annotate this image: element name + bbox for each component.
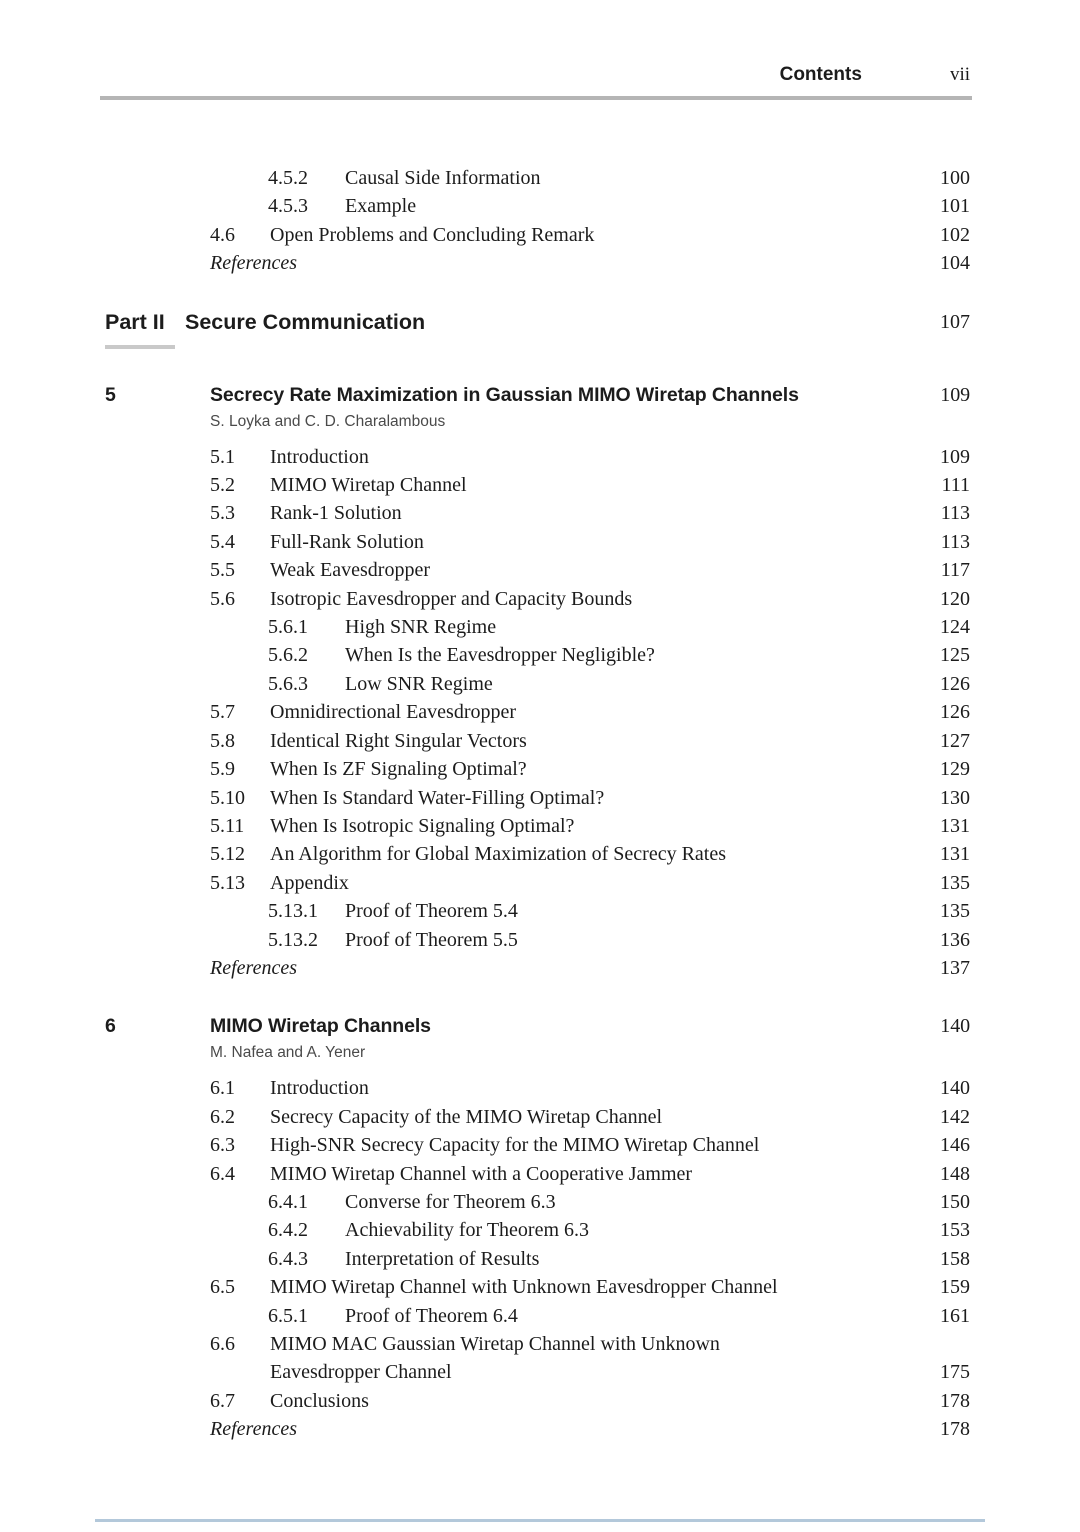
toc-entry-row — [105, 1330, 970, 1387]
toc-title: Causal Side Information — [345, 167, 541, 189]
toc-title: Example — [345, 195, 417, 218]
toc-title: Full-Rank Solution — [270, 530, 424, 553]
toc-number: 4.5.2 — [268, 167, 308, 189]
toc-entry-row — [105, 698, 970, 726]
toc-title: High SNR Regime — [345, 616, 497, 639]
toc-title-line: MIMO MAC Gaussian Wiretap Channel with Unknown — [270, 1333, 720, 1355]
toc-entry-row — [105, 192, 970, 220]
toc-number: 6.3 — [210, 1134, 235, 1157]
toc-entry-row — [105, 1387, 970, 1415]
toc-list — [0, 100, 1080, 1444]
toc-number: 6.1 — [210, 1077, 235, 1100]
toc-page-number: 135 — [940, 900, 970, 923]
toc-title: MIMO Wiretap Channel — [270, 474, 467, 497]
toc-entry-row — [105, 897, 970, 925]
toc-chapter-row — [105, 382, 970, 408]
toc-title: Proof of Theorem 5.4 — [345, 900, 518, 923]
toc-entry-row — [105, 812, 970, 840]
toc-entry-row — [105, 1160, 970, 1188]
toc-number: 5.10 — [210, 786, 245, 809]
toc-references-row — [105, 954, 970, 982]
running-head-title: Contents — [779, 64, 862, 85]
toc-entry-row — [105, 840, 970, 868]
toc-title: Appendix — [270, 871, 349, 894]
toc-title: Secure Communication — [185, 309, 426, 334]
toc-page-number: 148 — [940, 1162, 970, 1185]
toc-page-number: 136 — [940, 928, 970, 951]
toc-entry-row — [105, 926, 970, 954]
toc-number: 5.5 — [210, 559, 235, 582]
toc-page-number: 111 — [941, 474, 970, 497]
toc-title: MIMO Wiretap Channel with a Cooperative Jammer — [270, 1162, 693, 1185]
toc-title: Weak Eavesdropper — [270, 559, 430, 582]
toc-references-row — [105, 1415, 970, 1443]
chapter-authors: S. Loyka and C. D. Charalambous — [210, 412, 446, 430]
toc-title: Interpretation of Results — [345, 1247, 540, 1270]
toc-number: 5.6.1 — [268, 616, 308, 639]
toc-number: 5.11 — [210, 814, 245, 837]
toc-entry-row — [105, 869, 970, 897]
toc-number: 6.5 — [210, 1276, 235, 1299]
toc-title: Open Problems and Concluding Remark — [270, 223, 595, 246]
toc-number: 5.1 — [210, 445, 235, 468]
toc-title: Converse for Theorem 6.3 — [345, 1190, 556, 1213]
toc-page-number: 137 — [940, 956, 970, 979]
toc-page-number: 161 — [940, 1304, 970, 1327]
toc-number: 5.2 — [210, 474, 235, 497]
toc-title: Achievability for Theorem 6.3 — [345, 1219, 590, 1242]
toc-title: Secrecy Capacity of the MIMO Wiretap Channel — [270, 1105, 663, 1128]
footer-rule — [95, 1519, 985, 1522]
toc-entry-row — [105, 1074, 970, 1102]
toc-title: Secrecy Rate Maximization in Gaussian MIMO Wiretap Channels — [210, 383, 799, 406]
toc-entry-row — [105, 670, 970, 698]
toc-page-number: 120 — [940, 587, 970, 610]
toc-number: 5.12 — [210, 843, 245, 866]
toc-title: References — [210, 956, 297, 979]
toc-number: 6 — [105, 1015, 116, 1038]
toc-title: References — [210, 1418, 297, 1441]
toc-title: Proof of Theorem 5.5 — [345, 928, 518, 951]
toc-page-number: 126 — [940, 701, 970, 724]
toc-number: 5.8 — [210, 729, 235, 752]
toc-page-number: 109 — [940, 383, 970, 406]
toc-entry-row — [105, 1273, 970, 1301]
toc-number: 5.6.2 — [268, 644, 308, 667]
toc-page-number: 140 — [940, 1077, 970, 1100]
toc-page-number: 117 — [940, 559, 970, 582]
toc-title: Conclusions — [270, 1389, 369, 1412]
toc-page-number: 104 — [940, 252, 970, 275]
toc-title: When Is Standard Water-Filling Optimal? — [270, 786, 605, 809]
chapter-authors: M. Nafea and A. Yener — [210, 1044, 366, 1062]
toc-entry-row — [105, 641, 970, 669]
toc-page-number: 140 — [940, 1015, 970, 1038]
toc-entry-row — [105, 585, 970, 613]
toc-chapter-row — [105, 1013, 970, 1039]
toc-page-number: 178 — [940, 1418, 970, 1441]
toc-page-number: 130 — [940, 786, 970, 809]
toc-page-number: 109 — [940, 445, 970, 468]
toc-entry-row — [105, 528, 970, 556]
toc-title: When Is the Eavesdropper Negligible? — [345, 644, 655, 667]
page-number-folio: vii — [949, 64, 970, 85]
toc-number: 6.4 — [210, 1162, 235, 1185]
toc-page-number: 101 — [940, 195, 970, 218]
toc-number: 6.2 — [210, 1105, 235, 1128]
toc-number: 6.4.3 — [268, 1247, 308, 1270]
toc-entry-row — [105, 443, 970, 471]
toc-page-number: 107 — [940, 310, 970, 333]
toc-number: Part II — [105, 309, 165, 334]
toc-entry-row — [105, 556, 970, 584]
toc-page-number: 178 — [940, 1389, 970, 1412]
toc-title: Omnidirectional Eavesdropper — [270, 701, 517, 724]
toc-entry-row — [105, 784, 970, 812]
toc-page-number: 100 — [940, 167, 970, 189]
toc-page-number: 129 — [940, 758, 970, 781]
toc-entry-row — [105, 727, 970, 755]
toc-number: 5 — [105, 383, 116, 406]
toc-entry-row — [105, 755, 970, 783]
toc-page-number: 126 — [940, 672, 970, 695]
toc-page-number: 135 — [940, 871, 970, 894]
toc-number: 6.6 — [210, 1333, 235, 1355]
toc-page-number: 131 — [940, 843, 970, 866]
toc-entry-row — [105, 613, 970, 641]
toc-page-number: 124 — [940, 616, 970, 639]
toc-entry-row — [105, 1245, 970, 1273]
toc-number: 4.6 — [210, 223, 235, 246]
toc-number: 6.4.1 — [268, 1190, 308, 1213]
toc-number: 6.4.2 — [268, 1219, 308, 1242]
toc-entry-row — [105, 1103, 970, 1131]
toc-entry-row — [105, 471, 970, 499]
toc-number: 5.13 — [210, 871, 245, 894]
toc-page-number: 125 — [940, 644, 970, 667]
part-underline-bar — [105, 345, 175, 349]
toc-title: When Is ZF Signaling Optimal? — [270, 758, 527, 781]
toc-title: Isotropic Eavesdropper and Capacity Bounds — [270, 587, 633, 610]
toc-entry-row — [105, 499, 970, 527]
toc-title: High-SNR Secrecy Capacity for the MIMO Wiretap Channel — [270, 1134, 760, 1157]
toc-entry-row — [105, 1131, 970, 1159]
toc-entry-row — [105, 1302, 970, 1330]
toc-page-number: 153 — [940, 1219, 970, 1242]
toc-page-number: 131 — [940, 814, 970, 837]
toc-page-number: 146 — [940, 1134, 970, 1157]
toc-page-number: 159 — [940, 1276, 970, 1299]
toc-entry-row — [105, 1216, 970, 1244]
toc-title: Proof of Theorem 6.4 — [345, 1304, 518, 1327]
toc-title: MIMO Wiretap Channel with Unknown Eavesdropper Channel — [270, 1276, 778, 1299]
toc-number: 4.5.3 — [268, 195, 308, 218]
toc-page-number: 113 — [940, 530, 970, 553]
toc-number: 5.6 — [210, 587, 235, 610]
toc-page-number: 113 — [940, 502, 970, 525]
toc-title: References — [210, 252, 297, 275]
toc-entry-row — [105, 1188, 970, 1216]
toc-title-line: Eavesdropper Channel — [270, 1361, 452, 1384]
toc-number: 5.13.1 — [268, 900, 318, 923]
toc-page-number: 102 — [940, 223, 970, 246]
toc-entry-row — [105, 221, 970, 249]
toc-page-number: 150 — [940, 1190, 970, 1213]
toc-number: 5.4 — [210, 530, 235, 553]
toc-title: MIMO Wiretap Channels — [210, 1015, 431, 1038]
toc-number: 6.5.1 — [268, 1304, 308, 1327]
toc-title: Identical Right Singular Vectors — [270, 729, 527, 752]
toc-title: Rank-1 Solution — [270, 502, 402, 525]
toc-title: Introduction — [270, 1077, 369, 1100]
toc-page-number: 127 — [940, 729, 970, 752]
toc-title: Low SNR Regime — [345, 672, 493, 695]
toc-title: Introduction — [270, 445, 369, 468]
toc-title — [270, 1330, 912, 1387]
toc-title: When Is Isotropic Signaling Optimal? — [270, 814, 575, 837]
toc-part-row — [105, 309, 970, 351]
toc-entry-row — [105, 164, 970, 192]
toc-number: 5.6.3 — [268, 672, 308, 695]
toc-number: 6.7 — [210, 1389, 235, 1412]
toc-page-number: 175 — [940, 1361, 970, 1384]
toc-number: 5.13.2 — [268, 928, 318, 951]
toc-number: 5.3 — [210, 502, 235, 525]
toc-references-row — [105, 249, 970, 277]
toc-page-number: 158 — [940, 1247, 970, 1270]
page-header — [0, 0, 1080, 86]
toc-number: 5.7 — [210, 701, 235, 724]
toc-page-number: 142 — [940, 1105, 970, 1128]
toc-number: 5.9 — [210, 758, 235, 781]
toc-title: An Algorithm for Global Maximization of Secrecy Rates — [270, 843, 727, 866]
